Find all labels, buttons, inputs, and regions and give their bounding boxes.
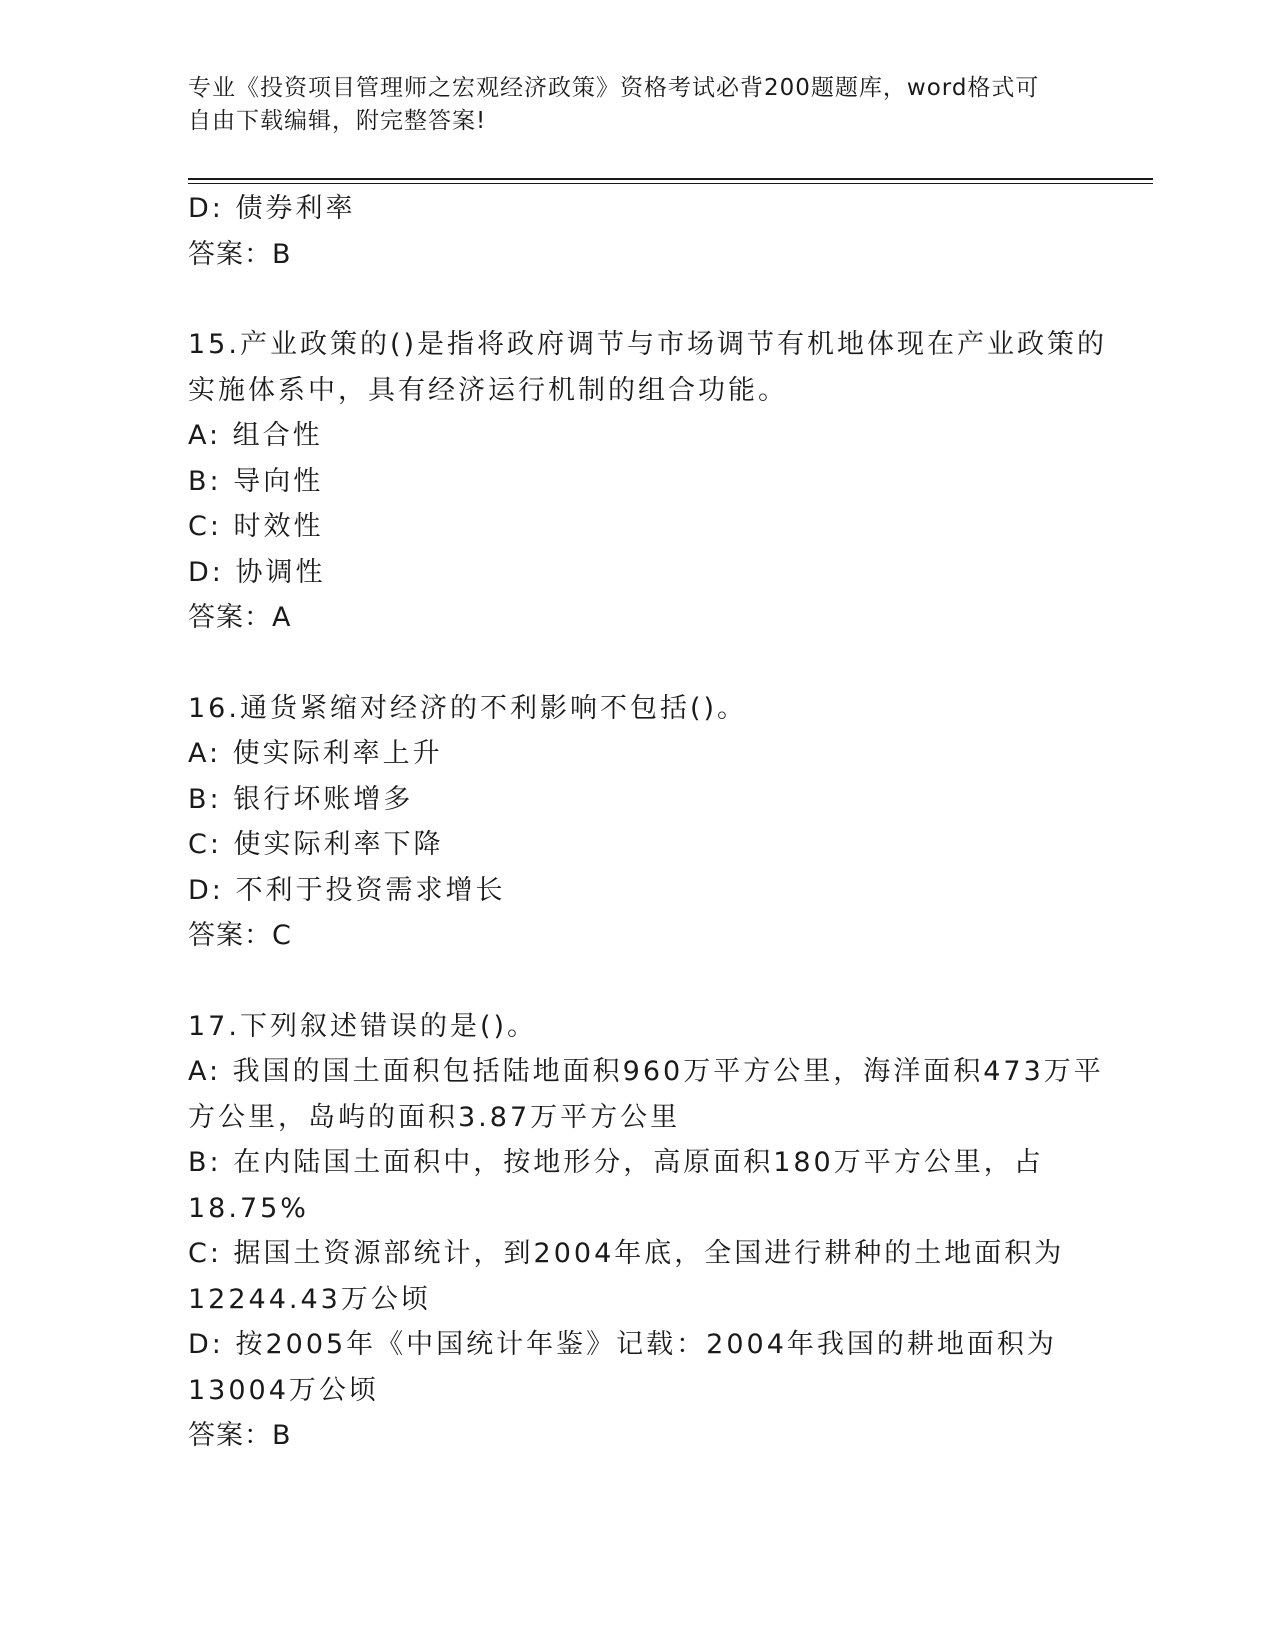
header-line-2: 自由下载编辑，附完整答案! bbox=[188, 108, 487, 134]
answer-line: 答案：B bbox=[188, 238, 292, 270]
option-a: A: 我国的国土面积包括陆地面积960万平方公里，海洋面积473万平 bbox=[188, 1056, 1104, 1087]
option-d: D: 债券利率 bbox=[188, 193, 356, 224]
question-stem: 17.下列叙述错误的是()。 bbox=[188, 1010, 538, 1042]
spacer bbox=[188, 959, 1088, 1004]
question-16 bbox=[188, 686, 1088, 959]
spacer bbox=[188, 641, 1088, 686]
page-header bbox=[188, 72, 1068, 138]
header-line-1: 专业《投资项目管理师之宏观经济政策》资格考试必背200题题库，word格式可 bbox=[188, 75, 1040, 101]
option-c: C: 据国土资源部统计，到2004年底，全国进行耕种的土地面积为 bbox=[188, 1238, 1065, 1269]
header-rule-thick bbox=[188, 178, 1153, 180]
question-15 bbox=[188, 322, 1108, 641]
option-b: B: 银行坏账增多 bbox=[188, 783, 414, 815]
question-17 bbox=[188, 1004, 1104, 1459]
header-rule-thin bbox=[188, 183, 1153, 184]
question-list bbox=[188, 186, 1108, 1459]
option-b: B: 导向性 bbox=[188, 465, 324, 497]
answer-line: 答案：A bbox=[188, 602, 292, 633]
spacer bbox=[188, 277, 1088, 322]
question-14-tail bbox=[188, 186, 1088, 277]
option-a: A: 使实际利率上升 bbox=[188, 738, 443, 769]
answer-line: 答案：C bbox=[188, 920, 292, 951]
option-c-continued: 12244.43万公顷 bbox=[188, 1283, 431, 1315]
option-c: C: 时效性 bbox=[188, 511, 324, 542]
option-c: C: 使实际利率下降 bbox=[188, 829, 444, 860]
answer-line: 答案：B bbox=[188, 1420, 292, 1451]
option-a: A: 组合性 bbox=[188, 420, 323, 451]
option-d: D: 协调性 bbox=[188, 556, 326, 588]
option-b-continued: 18.75% bbox=[188, 1192, 309, 1224]
question-stem: 15.产业政策的()是指将政府调节与市场调节有机地体现在产业政策的 bbox=[188, 329, 1108, 360]
option-a-continued: 方公里，岛屿的面积3.87万平方公里 bbox=[188, 1101, 681, 1133]
question-stem-continued: 实施体系中，具有经济运行机制的组合功能。 bbox=[188, 374, 788, 406]
option-d: D: 不利于投资需求增长 bbox=[188, 874, 506, 906]
option-b: B: 在内陆国土面积中，按地形分，高原面积180万平方公里，占 bbox=[188, 1147, 1044, 1178]
option-d: D: 按2005年《中国统计年鉴》记载：2004年我国的耕地面积为 bbox=[188, 1329, 1057, 1360]
question-stem: 16.通货紧缩对经济的不利影响不包括()。 bbox=[188, 692, 748, 724]
option-d-continued: 13004万公顷 bbox=[188, 1374, 379, 1406]
